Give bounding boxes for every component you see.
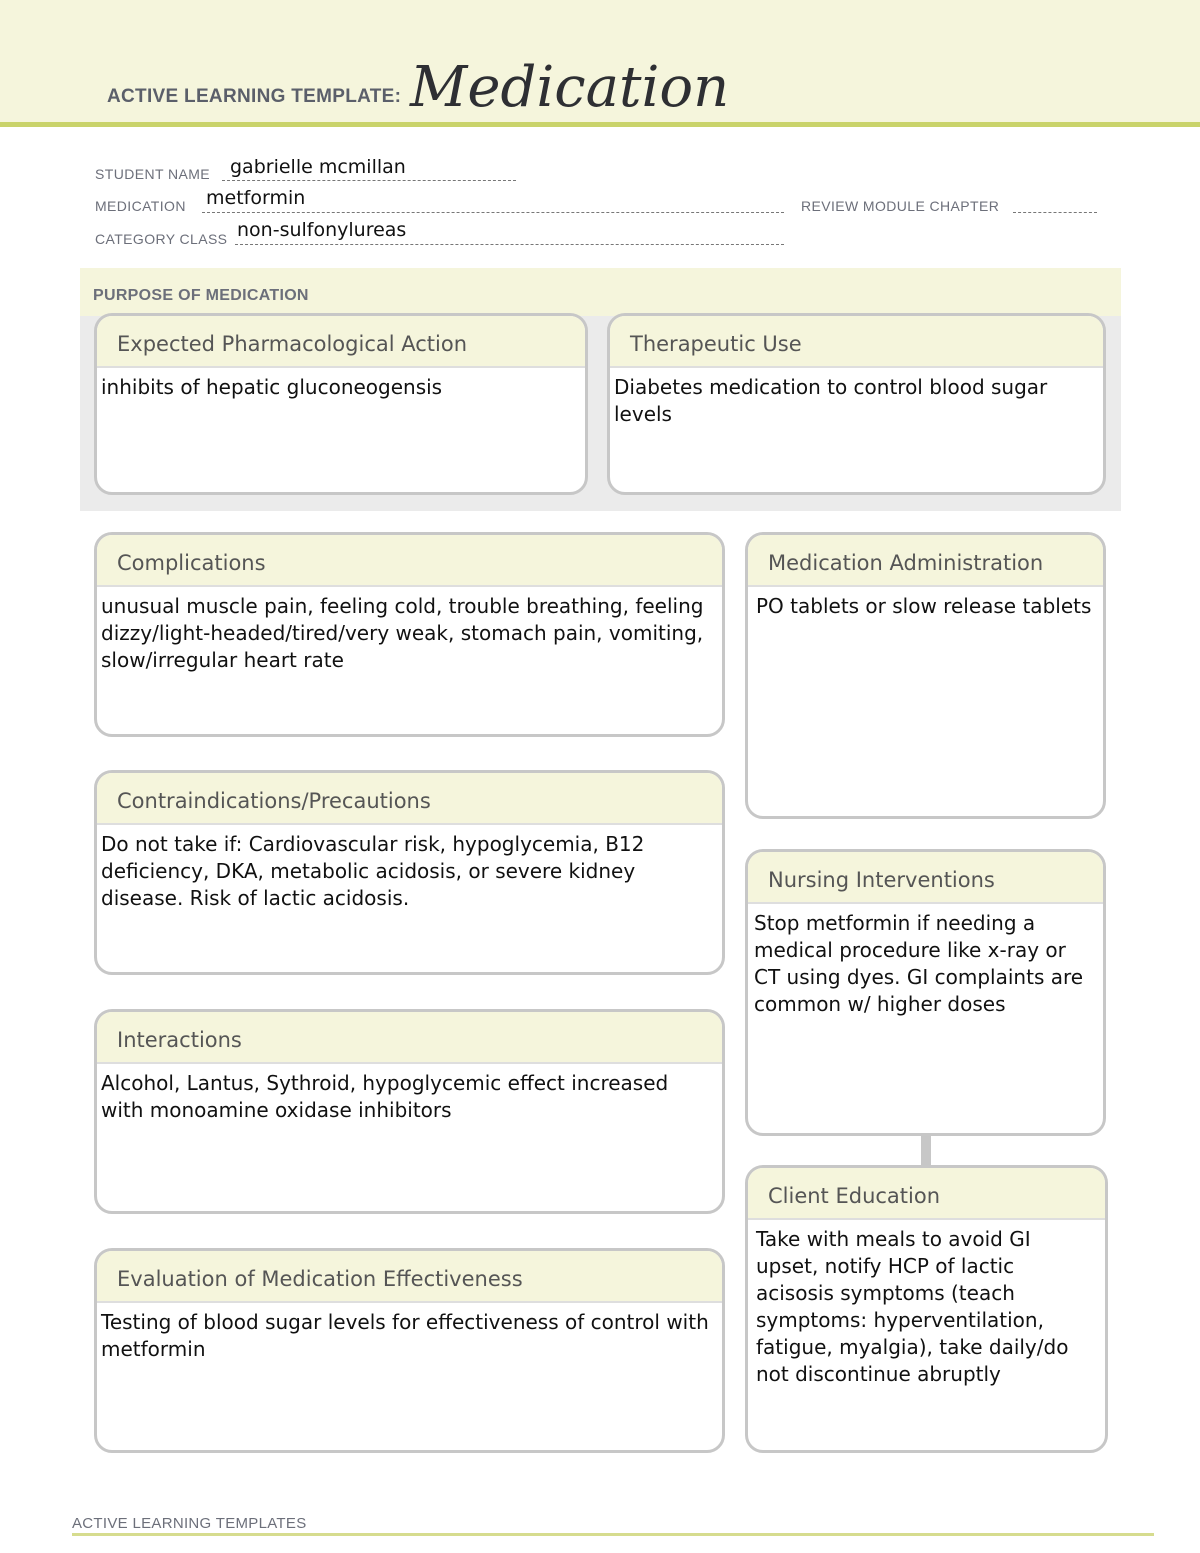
nursing-interventions-title: Nursing Interventions — [748, 852, 1103, 904]
evaluation-box — [94, 1248, 725, 1453]
client-education-box — [745, 1165, 1108, 1453]
category-class-line — [235, 244, 784, 245]
therapeutic-use-text[interactable]: Diabetes medication to control blood sugar levels — [614, 375, 1048, 426]
expected-action-box — [94, 313, 588, 495]
review-module-label: REVIEW MODULE CHAPTER — [801, 198, 1000, 214]
interactions-title: Interactions — [97, 1012, 722, 1064]
footer-rule — [72, 1533, 1154, 1536]
template-title: Medication — [410, 55, 730, 120]
medication-administration-box — [745, 532, 1106, 819]
medication-line — [202, 212, 784, 213]
expected-action-text[interactable]: inhibits of hepatic gluconeogensis — [101, 375, 443, 399]
contraindications-title: Contraindications/Precautions — [97, 773, 722, 825]
contraindications-text[interactable]: Do not take if: Cardiovascular risk, hypoglycemia, B12 deficiency, DKA, metabolic acidosis, or severe kidney disease. Risk of lactic acidosis. — [101, 832, 645, 910]
template-label: ACTIVE LEARNING TEMPLATE: — [107, 86, 402, 107]
complications-title: Complications — [97, 535, 722, 587]
medication-administration-text[interactable]: PO tablets or slow release tablets — [756, 594, 1092, 618]
purpose-label: PURPOSE OF MEDICATION — [93, 287, 309, 304]
category-class-field[interactable]: non-sulfonylureas — [237, 219, 407, 241]
medication-administration-title: Medication Administration — [748, 535, 1103, 587]
interactions-box — [94, 1009, 725, 1214]
evaluation-text[interactable]: Testing of blood sugar levels for effectiveness of control with metformin — [101, 1310, 709, 1361]
student-name-label: STUDENT NAME — [95, 166, 210, 182]
review-module-line — [1013, 212, 1097, 213]
medication-label: MEDICATION — [95, 198, 186, 214]
therapeutic-use-box — [607, 313, 1106, 495]
nursing-interventions-text[interactable]: Stop metformin if needing a medical procedure like x-ray or CT using dyes. GI complaints are common w/ higher doses — [754, 911, 1084, 1016]
student-name-line — [222, 180, 516, 181]
contraindications-box — [94, 770, 725, 975]
student-name-field[interactable]: gabrielle mcmillan — [230, 156, 406, 178]
client-education-title: Client Education — [748, 1168, 1105, 1220]
complications-box — [94, 532, 725, 737]
footer-label: ACTIVE LEARNING TEMPLATES — [72, 1515, 307, 1532]
expected-action-title: Expected Pharmacological Action — [97, 316, 585, 368]
header-rule — [0, 122, 1200, 127]
medication-field[interactable]: metformin — [206, 187, 306, 209]
complications-text[interactable]: unusual muscle pain, feeling cold, trouble breathing, feeling dizzy/light-headed/tired/very weak, stomach pain, vomiting, slow/irregular heart rate — [101, 594, 704, 672]
nursing-interventions-box — [745, 849, 1106, 1136]
category-class-label: CATEGORY CLASS — [95, 231, 228, 247]
therapeutic-use-title: Therapeutic Use — [610, 316, 1103, 368]
client-education-text[interactable]: Take with meals to avoid GI upset, notify HCP of lactic acisosis symptoms (teach symptoms: hyperventilation, fatigue, myalgia), take daily/do not discontinue abruptly — [756, 1227, 1069, 1386]
evaluation-title: Evaluation of Medication Effectiveness — [97, 1251, 722, 1303]
connector-bar — [921, 1135, 931, 1166]
interactions-text[interactable]: Alcohol, Lantus, Sythroid, hypoglycemic effect increased with monoamine oxidase inhibitors — [101, 1071, 669, 1122]
